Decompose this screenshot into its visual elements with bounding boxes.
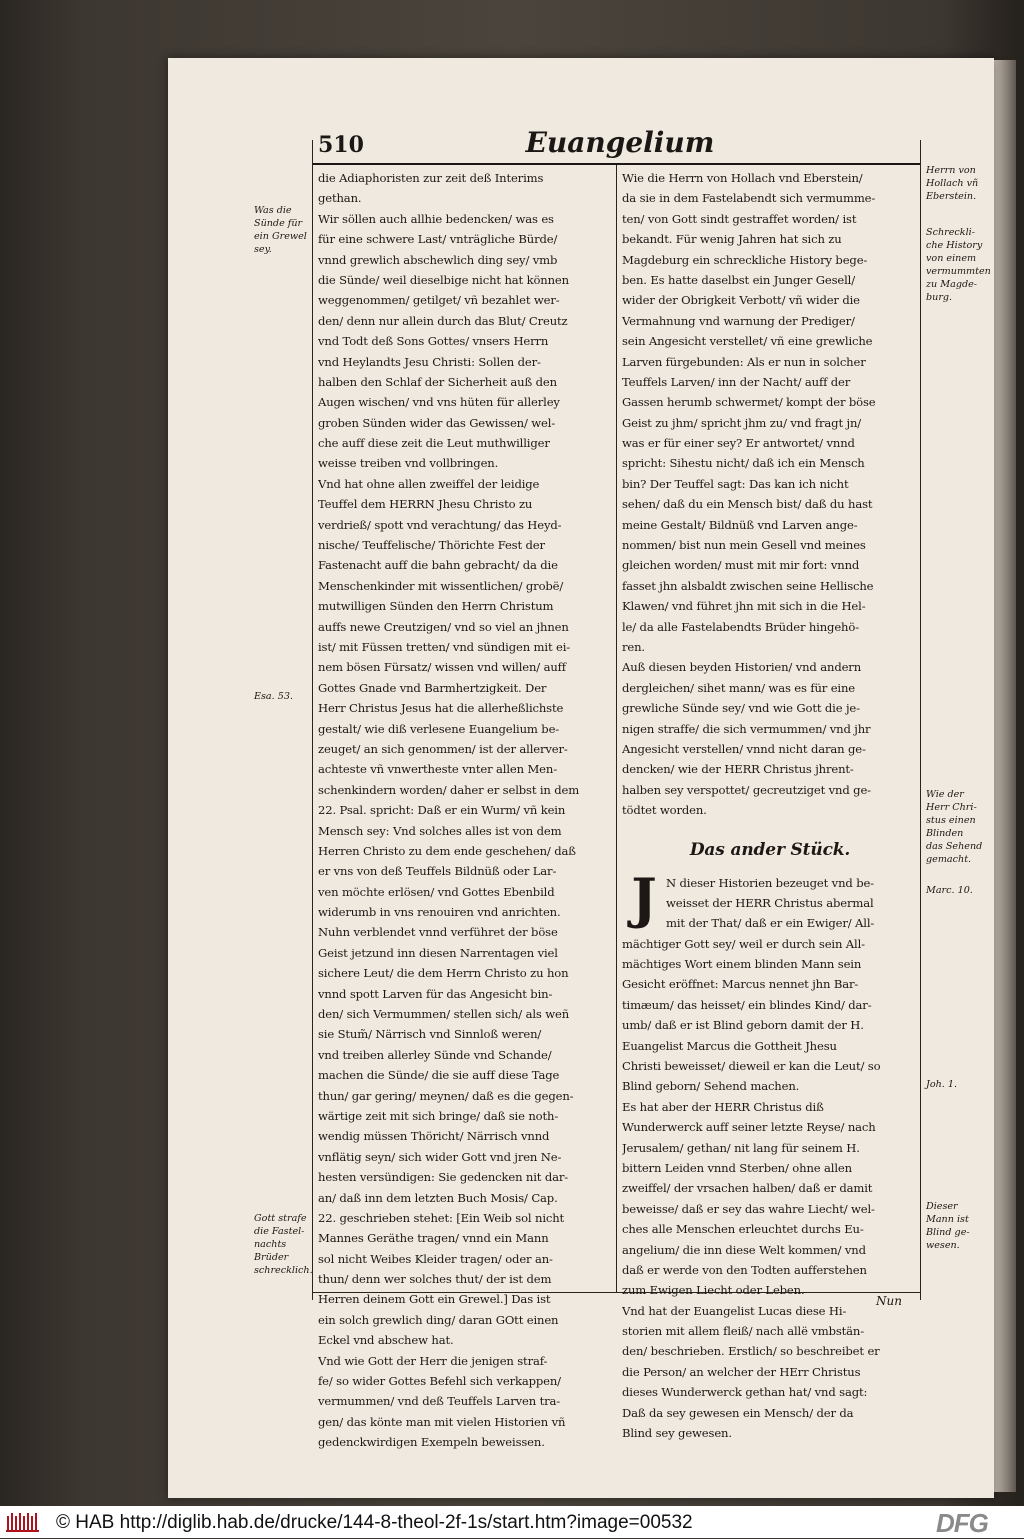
text-line: vnnd grewlich abschewlich ding sey/ vmb (318, 252, 558, 267)
text-line: zweiffel/ der vrsachen halben/ daß er damit (622, 1181, 873, 1196)
text-line: 22. Psal. spricht: Daß er ein Wurm/ vñ kein (318, 803, 566, 818)
text-line: nische/ Teuffelische/ Thörichte Fest der (318, 538, 545, 553)
text-line: weisset der HERR Christus abermal (666, 895, 874, 910)
text-line: ven möchte erlösen/ vnd Gottes Ebenbild (318, 884, 555, 899)
text-line: le/ da alle Fastelabendts Brüder hingehö- (622, 619, 859, 634)
text-line: storien mit allem fleiß/ nach allë vmbstän- (622, 1324, 864, 1339)
text-line: grewliche Sünde sey/ vnd wie Gott die je- (622, 701, 860, 716)
text-line: timæum/ das heisset/ ein blindes Kind/ dar- (622, 997, 872, 1012)
margin-note-line: gemacht. (926, 854, 972, 865)
text-line: widerumb in vns renouiren vnd anrichten. (318, 905, 561, 920)
margin-note-line: Mann ist (926, 1214, 969, 1225)
text-line: 22. geschrieben stehet: [Ein Weib sol nicht (318, 1210, 565, 1225)
margin-note-left (254, 1212, 313, 1277)
text-line: ches alle Menschen erleuchtet durchs Eu- (622, 1222, 864, 1237)
text-line: Vermahnung vnd warnung der Prediger/ (622, 313, 855, 328)
text-line: er vns von deß Teuffels Bildnüß oder Lar- (318, 864, 557, 879)
text-line: che auff diese zeit die Leut muthwilliger (318, 436, 550, 451)
hab-logo-icon (6, 1510, 42, 1534)
text-line: Klawen/ vnd führet jhn mit sich in die Hel- (622, 599, 866, 614)
text-line: dergleichen/ sihet mann/ was es für eine (622, 680, 856, 695)
text-line: weisse treiben vnd vollbringen. (318, 456, 499, 471)
text-line: wendig müssen Thöricht/ Närrisch vnnd (318, 1129, 550, 1144)
margin-note-line: schrecklich. (254, 1265, 313, 1276)
text-line: fe/ so wider Gottes Befehl sich verkappen/ (318, 1374, 561, 1389)
dropcap-initial: J (631, 865, 657, 930)
text-line: bittern Leiden vnnd Sterben/ ohne allen (622, 1160, 852, 1175)
text-line: Wir söllen auch allhie bedencken/ was es (318, 211, 554, 226)
text-line: hesten versündigen: Sie gedencken nit dar- (318, 1170, 569, 1185)
margin-note-line: Esa. 53. (254, 691, 294, 702)
text-line: Nuhn verblendet vnnd verführet der böse (318, 925, 558, 940)
text-line: sehen/ daß du ein Mensch bist/ daß du hast (622, 497, 873, 512)
text-line: weggenommen/ getilget/ vñ bezahlet wer- (318, 293, 560, 308)
text-line: den/ sich Vermummen/ stellen sich/ als weñ (318, 1007, 570, 1022)
text-line: achteste vñ vnwertheste vnter allen Men- (318, 762, 557, 777)
text-line: spricht: Sihestu nicht/ daß ich ein Mensch (622, 456, 865, 471)
text-line: sie Stum̃/ Närrisch vnd Sinnloß weren/ (318, 1027, 542, 1042)
text-line: Mensch sey: Vnd solches alles ist von dem (318, 823, 562, 838)
text-line: ben. Es hatte daselbst ein Junger Gesell/ (622, 272, 855, 287)
text-line: Christi beweisset/ dieweil er kan die Leut/ so (622, 1059, 881, 1074)
right-frame-rule (920, 140, 921, 1300)
margin-note-line: Blind ge- (926, 1227, 970, 1238)
margin-note-line: Wie der (926, 789, 964, 800)
text-line: Geist jetzund inn diesen Narrentagen viel (318, 945, 558, 960)
text-line: nem bösen Fürsatz/ wissen vnd willen/ auff (318, 660, 566, 675)
text-line: wider der Obrigkeit Verbott/ vñ wider die (622, 293, 860, 308)
copyright-link[interactable]: © HAB http://diglib.hab.de/drucke/144-8-theol-2f-1s/start.htm?image=00532 (56, 1512, 693, 1533)
text-line: sichere Leut/ die dem Herrn Christo zu hon (318, 966, 569, 981)
text-line: ein solch grewlich ding/ daran GOtt einen (318, 1312, 559, 1327)
text-line: vnd treiben allerley Sünde vnd Schande/ (318, 1047, 552, 1062)
margin-note-line: Dieser (926, 1201, 958, 1212)
margin-note-left (254, 690, 293, 703)
text-line: Teuffels Larven/ inn der Nacht/ auff der (622, 374, 851, 389)
text-line: zeuget/ an sich genommen/ ist der allerver- (318, 741, 568, 756)
page-number: 510 (318, 132, 364, 158)
left-frame-rule (312, 140, 313, 1300)
dropcap-lines (622, 865, 918, 934)
margin-note-line: von einem (926, 253, 977, 264)
text-line: sein Angesicht verstellet/ vñ eine grewliche (622, 334, 873, 349)
text-line: Daß da sey gewesen ein Mensch/ der da (622, 1405, 854, 1420)
text-line: meine Gestalt/ Bildnüß vnd Larven ange- (622, 517, 858, 532)
margin-note-right (926, 788, 982, 866)
margin-note-line: Eberstein. (926, 191, 977, 202)
text-line: Larven fürgebunden: Als er nun in solcher (622, 354, 866, 369)
margin-note-line: stus einen (926, 815, 976, 826)
text-line: da sie in dem Fastelabendt sich vermumme- (622, 191, 876, 206)
margin-note-line: das Sehend (926, 841, 983, 852)
text-line: gleichen worden/ must mit mir fort: vnnd (622, 558, 860, 573)
text-line: Magdeburg ein schreckliche History bege- (622, 252, 868, 267)
margin-note-line: Was die (254, 205, 292, 216)
text-line: zum Ewigen Liecht oder Leben. (622, 1283, 805, 1298)
text-line: beweisse/ daß er sey das wahre Liecht/ wel- (622, 1201, 875, 1216)
margin-note-line: Schreckli- (926, 227, 975, 238)
margin-note-line: Marc. 10. (926, 885, 973, 896)
text-line: Vnd wie Gott der Herr die jenigen straf- (318, 1353, 548, 1368)
margin-note-line: ein Grewel (254, 231, 307, 242)
text-line: Gassen herumb schwermet/ kompt der böse (622, 395, 876, 410)
text-line: die Sünde/ weil dieselbige nicht hat können (318, 272, 569, 287)
text-line: umb/ daß er ist Blind geborn damit der H. (622, 1018, 864, 1033)
text-line: Menschenkinder mit wissentlichen/ grobë/ (318, 578, 564, 593)
text-line: Vnd hat ohne allen zweiffel der leidige (318, 476, 540, 491)
right-column-top-text (622, 168, 918, 821)
text-line: vnd Heylandts Jesu Christi: Sollen der- (318, 354, 541, 369)
text-line: ren. (622, 639, 645, 654)
text-line: Blind sey gewesen. (622, 1426, 732, 1441)
text-line: Herren Christo zu dem ende geschehen/ daß (318, 843, 576, 858)
text-line: Gottes Gnade vnd Barmhertzigkeit. Der (318, 680, 547, 695)
text-line: sol nicht Weibes Kleider tragen/ oder an- (318, 1251, 553, 1266)
text-line: thun/ gar gering/ meynen/ daß es die gegen- (318, 1088, 574, 1103)
text-line: vnflätig seyn/ sich wider Gott vnd jren Ne- (318, 1149, 562, 1164)
text-line: Geist zu jhm/ spricht jhm zu/ vnd fragt jn/ (622, 415, 862, 430)
text-line: gedenckwirdigen Exempeln beweissen. (318, 1435, 545, 1450)
text-line: N dieser Historien bezeuget vnd be- (666, 875, 874, 890)
text-line: mutwilligen Sünden den Herrn Christum (318, 599, 554, 614)
margin-note-right (926, 1078, 957, 1091)
right-column-bottom-text (622, 934, 918, 1444)
text-line: nommen/ bist nun mein Gesell vnd meines (622, 538, 866, 553)
margin-note-right (926, 884, 973, 897)
text-line: mächtiger Gott sey/ weil er durch sein All- (622, 936, 865, 951)
center-frame-rule (616, 165, 617, 1293)
text-line: angelium/ die inn diese Welt kommen/ vnd (622, 1242, 866, 1257)
text-line: die Person/ an welcher der HErr Christus (622, 1364, 861, 1379)
margin-note-line: vermummten (926, 266, 991, 277)
margin-note-line: che History (926, 240, 983, 251)
text-line: vnnd spott Larven für das Angesicht bin- (318, 986, 553, 1001)
text-line: den/ denn nur allein durch das Blut/ Creutz (318, 313, 568, 328)
catchword: Nun (876, 1294, 902, 1308)
text-column-left (318, 168, 614, 1453)
text-line: bin? Der Teuffel sagt: Das kan ich nicht (622, 476, 849, 491)
text-line: tödtet worden. (622, 803, 707, 818)
text-line: mächtiges Wort einem blinden Mann sein (622, 957, 862, 972)
margin-note-line: sey. (254, 244, 272, 255)
margin-note-line: zu Magde- (926, 279, 978, 290)
text-line: für eine schwere Last/ vnträgliche Bürde/ (318, 232, 558, 247)
text-line: ist/ mit Füssen tretten/ vnd sündigen mit ei- (318, 639, 571, 654)
text-line: dencken/ wie der HERR Christus jhrent- (622, 762, 854, 777)
text-line: Augen wischen/ vnd vns hüten für allerley (318, 395, 560, 410)
text-line: Herr Christus Jesus hat die allerheßlichste (318, 701, 564, 716)
text-line: Teuffel dem HERRN Jhesu Christo zu (318, 497, 533, 512)
margin-note-line: burg. (926, 292, 953, 303)
text-line: Wunderwerck auff seiner letzte Reyse/ nach (622, 1120, 876, 1135)
margin-note-line: Brüder (254, 1252, 289, 1263)
footer-bar (0, 1506, 1024, 1538)
text-line: thun/ denn wer solches thut/ der ist dem (318, 1272, 552, 1287)
text-line: machen die Sünde/ die sie auff diese Tage (318, 1068, 560, 1083)
text-line: gen/ das könte man mit vielen Historien vñ (318, 1414, 566, 1429)
text-line: Vnd hat der Euangelist Lucas diese Hi- (622, 1303, 847, 1318)
text-line: Mannes Geräthe tragen/ vnnd ein Mann (318, 1231, 549, 1246)
margin-note-line: Herr Chri- (926, 802, 977, 813)
text-line: bekandt. Für wenig Jahren hat sich zu (622, 232, 842, 247)
text-line: Gesicht eröffnet: Marcus nennet jhn Bar- (622, 977, 859, 992)
text-line: gestalt/ wie diß verlesene Euangelium be- (318, 721, 560, 736)
text-line: Jerusalem/ gethan/ nit lang für seinem H. (622, 1140, 860, 1155)
text-column-right (622, 168, 918, 1443)
text-line: die Adiaphoristen zur zeit deß Interims (318, 171, 544, 185)
text-line: groben Sünden wider das Gewissen/ wel- (318, 415, 556, 430)
dropcap-paragraph (622, 865, 918, 934)
text-line: verdrieß/ spott vnd verachtung/ das Heyd- (318, 517, 562, 532)
margin-note-line: Gott strafe (254, 1213, 307, 1224)
text-line: daß er werde von den Todten aufferstehen (622, 1262, 867, 1277)
margin-note-right (926, 164, 978, 203)
text-line: ten/ von Gott sindt gestraffet worden/ ist (622, 211, 857, 226)
text-line: Es hat aber der HERR Christus diß (622, 1099, 824, 1114)
text-line: an/ daß inn dem letzten Buch Mosis/ Cap. (318, 1190, 558, 1205)
margin-note-right (926, 1200, 970, 1252)
margin-note-line: die Fastel- (254, 1226, 305, 1237)
margin-note-line: Blinden (926, 828, 964, 839)
margin-note-line: Hollach vñ (926, 178, 979, 189)
margin-note-right (926, 226, 991, 304)
text-line: vermummen/ vnd deß Teuffels Larven tra- (318, 1394, 561, 1409)
text-line: den/ beschrieben. Erstlich/ so beschreibet er (622, 1344, 880, 1359)
text-line: schenkindern worden/ daher er selbst in dem (318, 782, 580, 797)
text-line: Blind geborn/ Sehend machen. (622, 1079, 800, 1094)
text-line: Euangelist Marcus die Gottheit Jhesu (622, 1038, 837, 1053)
text-line: Angesicht verstellen/ vnnd nicht daran ge- (622, 741, 866, 756)
text-line: nigen straffe/ die sich vermummen/ vnd jhr (622, 721, 871, 736)
margin-note-line: Joh. 1. (926, 1079, 958, 1090)
margin-note-line: wesen. (926, 1240, 960, 1251)
text-line: wärtige zeit mit sich bringe/ daß sie noth- (318, 1108, 559, 1123)
text-line: Wie die Herrn von Hollach vnd Eberstein/ (622, 171, 863, 185)
text-line: auffs newe Creutzigen/ vnd so viel an jhnen (318, 619, 569, 634)
running-title: Euangelium (525, 126, 715, 159)
text-line: mit der That/ daß er ein Ewiger/ All- (666, 916, 875, 931)
text-line: Eckel vnd abschew hat. (318, 1333, 454, 1348)
text-line: vnd Todt deß Sons Gottes/ vnsers Herrn (318, 334, 549, 349)
text-line: Fastenacht auff die bahn gebracht/ da die (318, 558, 558, 573)
margin-note-left (254, 204, 307, 256)
text-line: halben sey verspottet/ gecreutziget vnd ge- (622, 782, 871, 797)
text-line: Herren deinem Gott ein Grewel.] Das ist (318, 1292, 551, 1307)
text-line: fasset jhn alsbaldt zwischen seine Hellische (622, 578, 874, 593)
book-page-edge (994, 60, 1016, 1492)
margin-note-line: nachts (254, 1239, 287, 1250)
dfg-logo: DFG (936, 1508, 988, 1538)
text-line: dieses Wunderwerck gethan hat/ vnd sagt: (622, 1385, 868, 1400)
text-line: was er für einer sey? Er antwortet/ vnnd (622, 436, 855, 451)
margin-note-line: Herrn von (926, 165, 976, 176)
text-line: gethan. (318, 191, 362, 206)
text-line: halben den Schlaf der Sicherheit auß den (318, 374, 557, 389)
section-heading: Das ander Stück. (689, 839, 851, 860)
margin-note-line: Sünde für (254, 218, 303, 229)
text-line: Auß diesen beyden Historien/ vnd andern (622, 660, 862, 675)
